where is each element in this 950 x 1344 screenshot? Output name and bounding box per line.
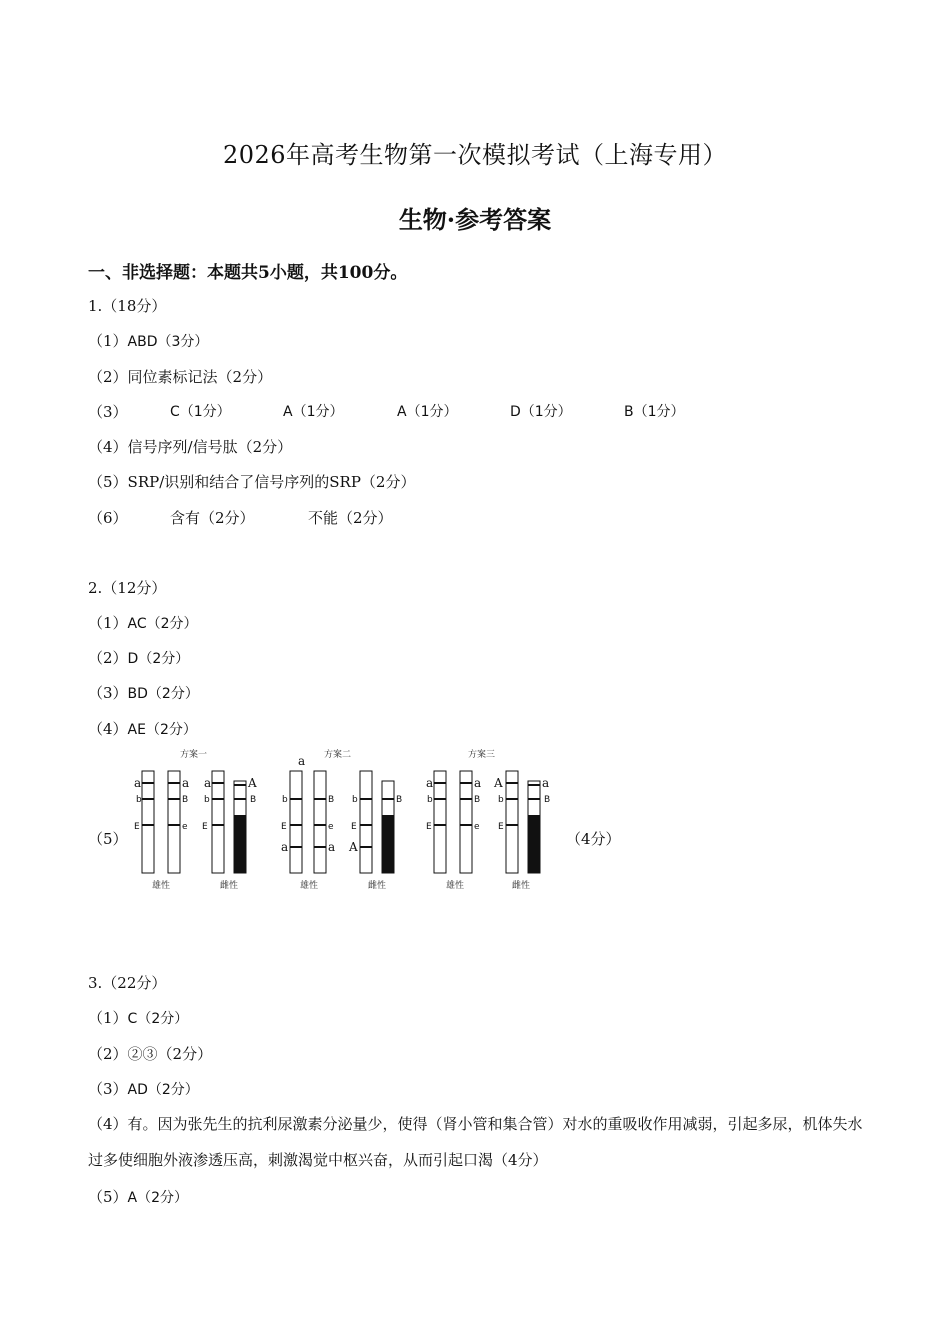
svg-text:E: E [498, 822, 504, 832]
q2-answer-4 [88, 718, 197, 739]
page-title: 2026年高考生物第一次模拟考试（上海专用） [222, 141, 728, 169]
svg-text:E: E [426, 822, 432, 832]
chromosome-bar [168, 771, 180, 873]
answer-value: C（1分） [170, 404, 231, 420]
svg-text:B: B [182, 795, 189, 805]
q2-answer-5-number: （5） [88, 830, 128, 848]
answer-number: （6） [88, 509, 128, 527]
female-label: 雌性 [368, 881, 387, 891]
q1-answer-2 [88, 366, 272, 387]
svg-text:E: E [134, 822, 140, 832]
svg-text:B: B [474, 795, 481, 805]
answer-number: （1） [88, 1009, 128, 1027]
q2-answer-1 [88, 612, 198, 633]
svg-text:b: b [282, 795, 288, 805]
q2-answer-2 [88, 647, 189, 668]
svg-text:e: e [328, 822, 334, 832]
answer-number: （1） [88, 332, 128, 350]
chromosome-bar [506, 771, 518, 873]
answer-number: （4） [88, 720, 128, 738]
answer-value: AD（2分） [127, 1082, 199, 1098]
svg-text:a: a [281, 840, 289, 854]
page-subtitle: 生物·参考答案 [398, 205, 552, 234]
plan-1-label: 方案一 [180, 750, 208, 760]
svg-text:A: A [349, 840, 358, 854]
q1-answer-5 [88, 471, 415, 492]
svg-text:B: B [396, 795, 403, 805]
answer-value: 含有（2分） [170, 509, 255, 527]
answer-value: AE（2分） [127, 722, 197, 738]
answer-number: （4） [88, 438, 128, 456]
svg-text:A: A [248, 776, 257, 790]
female-label: 雌性 [512, 881, 531, 891]
svg-text:a: a [426, 776, 434, 790]
y-chromosome-segment [234, 815, 246, 873]
chromosome-bar [360, 771, 372, 873]
answer-number: （5） [88, 1188, 128, 1206]
answer-value: A（1分） [283, 404, 344, 420]
q1-answer-1 [88, 330, 208, 351]
female-label: 雌性 [220, 881, 239, 891]
svg-text:b: b [204, 795, 210, 805]
answer-number: （2） [88, 649, 128, 667]
plan-2-label: 方案二 [324, 750, 352, 760]
answer-value: A（1分） [397, 404, 458, 420]
answer-value: ABD（3分） [127, 334, 209, 350]
answer-number: （2） [88, 368, 128, 386]
answer-value: 同位素标记法（2分） [127, 368, 273, 386]
answer-value: B（1分） [624, 404, 685, 420]
svg-text:b: b [136, 795, 142, 805]
chromosome-bar [290, 771, 302, 873]
q3-answer-1 [88, 1007, 188, 1028]
svg-text:a: a [298, 754, 306, 768]
svg-text:A: A [494, 776, 503, 790]
chromosome-bar [142, 771, 154, 873]
answer-value: 信号序列/信号肽（2分） [127, 438, 293, 456]
chromosome-bar [434, 771, 446, 873]
answer-value: BD（2分） [127, 686, 199, 702]
svg-text:a: a [328, 840, 336, 854]
q3-answer-4: （4）有。因为张先生的抗利尿激素分泌量少，使得（肾小管和集合管）对水的重吸收作用减弱，引起多尿，机体失水过多使细胞外液渗透压高，刺激渴觉中枢兴奋，从而引起口渴（4分） [88, 1115, 863, 1169]
svg-text:e: e [474, 822, 480, 832]
answer-value: SRP/识别和结合了信号序列的SRP（2分） [127, 473, 416, 491]
y-chromosome-segment [528, 815, 540, 873]
svg-text:b: b [498, 795, 504, 805]
answer-number: （1） [88, 614, 128, 632]
svg-text:B: B [250, 795, 257, 805]
y-chromosome-segment [382, 815, 394, 873]
chromosome-bar [460, 771, 472, 873]
section-heading: 一、非选择题：本题共5小题，共100分。 [88, 263, 408, 283]
answer-value: C（2分） [127, 1011, 189, 1027]
answer-value: A（2分） [127, 1190, 189, 1206]
svg-text:a: a [542, 776, 550, 790]
answer-value: D（1分） [510, 404, 572, 420]
svg-text:b: b [352, 795, 358, 805]
answer-number: （3） [88, 1080, 128, 1098]
svg-text:E: E [351, 822, 357, 832]
q2-answer-5-score: （4分） [566, 830, 621, 848]
answer-number: （5） [88, 473, 128, 491]
svg-text:a: a [474, 776, 482, 790]
answer-value: 不能（2分） [308, 509, 393, 527]
answer-value: D（2分） [127, 651, 190, 667]
chromosome-figure [128, 745, 551, 899]
q3-answer-2 [88, 1043, 212, 1064]
answer-value: AC（2分） [127, 616, 198, 632]
q1-heading: 1.（18分） [88, 297, 167, 315]
answer-number: （3） [88, 403, 128, 421]
q3-answer-5 [88, 1186, 188, 1207]
chromosome-bar [314, 771, 326, 873]
svg-text:e: e [182, 822, 188, 832]
svg-text:E: E [202, 822, 208, 832]
male-label: 雄性 [300, 881, 319, 891]
svg-text:a: a [204, 776, 212, 790]
svg-text:a: a [182, 776, 190, 790]
q3-answer-3 [88, 1078, 199, 1099]
plan-3-label: 方案三 [468, 750, 496, 760]
q3-heading: 3.（22分） [88, 974, 167, 992]
q1-answer-3 [88, 401, 685, 422]
answer-number: （3） [88, 684, 128, 702]
svg-text:a: a [134, 776, 142, 790]
answer-number: （2） [88, 1045, 128, 1063]
q1-answer-4 [88, 436, 292, 457]
q2-answer-3 [88, 682, 199, 703]
svg-text:E: E [281, 822, 287, 832]
chromosome-bar [212, 771, 224, 873]
chromosome-diagram [128, 745, 551, 895]
q1-answer-6 [88, 507, 393, 528]
q2-heading: 2.（12分） [88, 579, 167, 597]
svg-text:B: B [544, 795, 551, 805]
male-label: 雄性 [446, 881, 465, 891]
male-label: 雄性 [152, 881, 171, 891]
svg-text:b: b [427, 795, 433, 805]
svg-text:B: B [328, 795, 335, 805]
answer-value: ②③（2分） [127, 1045, 213, 1063]
